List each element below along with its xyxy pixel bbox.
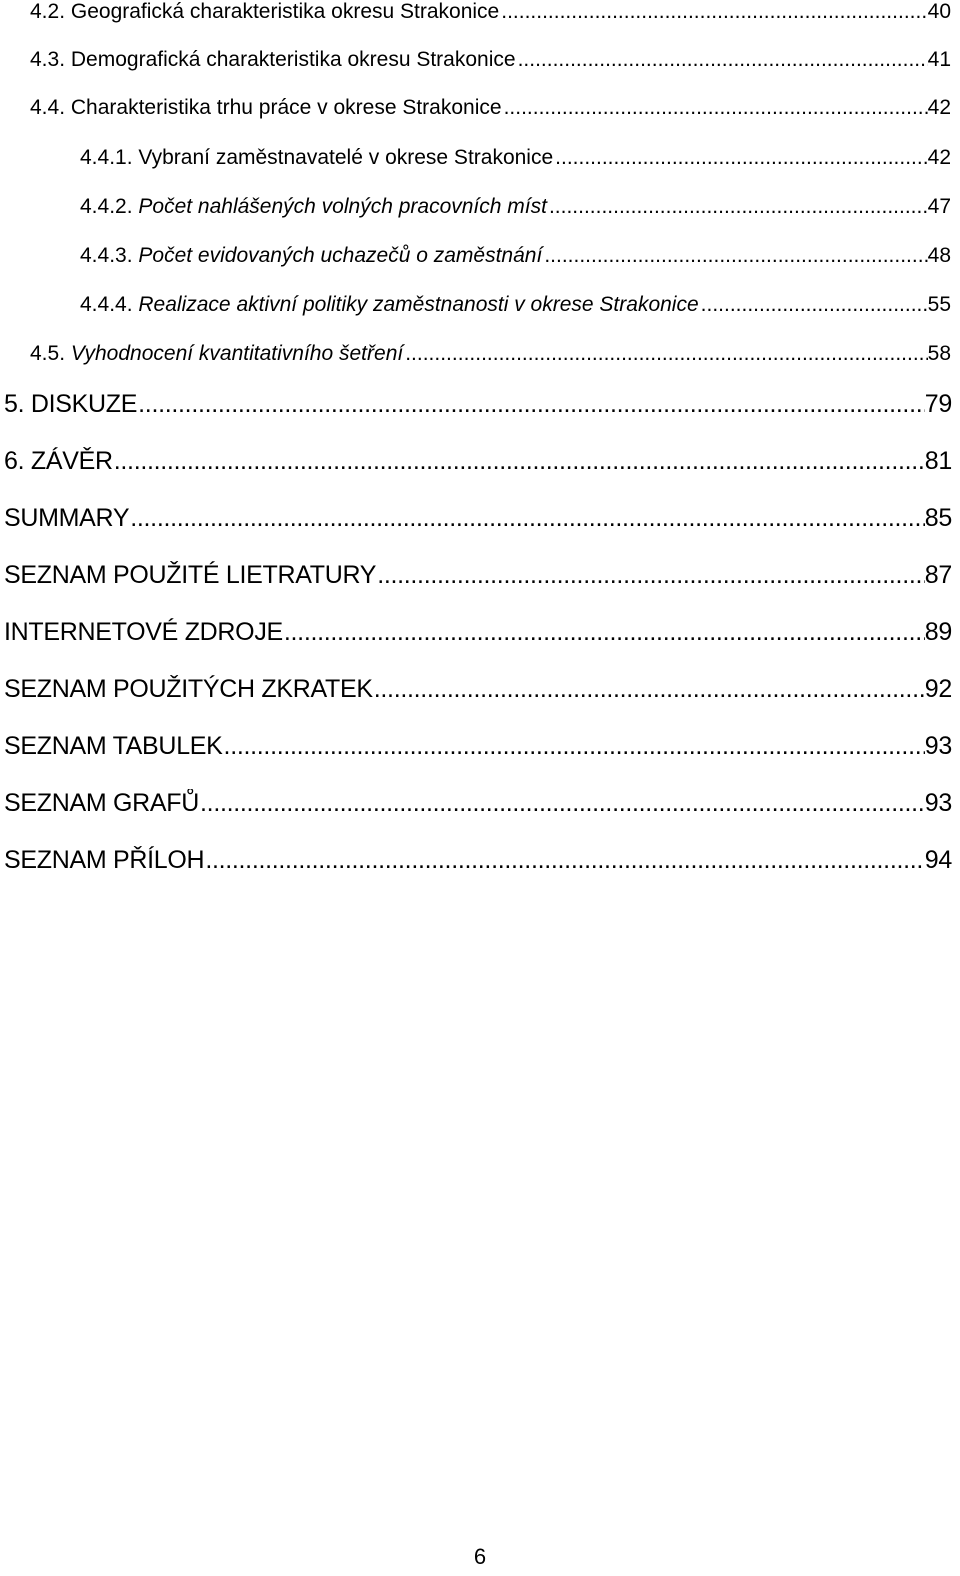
toc-entry[interactable] [4, 675, 952, 704]
toc-entry[interactable] [80, 146, 951, 170]
toc-entry-page: 85 [924, 504, 952, 532]
toc-entry-page: 87 [924, 561, 952, 589]
toc-entry[interactable] [4, 390, 952, 419]
toc-entry-title: SEZNAM PŘÍLOH [4, 846, 205, 874]
toc-entry-page: 42 [927, 146, 951, 169]
toc-entry-number: 4.4.4. [80, 293, 133, 316]
toc-entry-page: 58 [927, 342, 951, 365]
toc-entry[interactable] [80, 195, 951, 219]
toc-entry-title: INTERNETOVÉ ZDROJE [4, 618, 283, 646]
toc-entry-title: DISKUZE [30, 390, 138, 418]
toc-entry-page: 92 [924, 675, 952, 703]
toc-entry[interactable] [4, 561, 952, 590]
dot-leader [223, 732, 925, 761]
toc-entry-number: 5. [4, 390, 25, 418]
dot-leader [376, 561, 925, 590]
dot-leader [137, 390, 925, 419]
toc-entry-title: SEZNAM GRAFŮ [4, 789, 200, 817]
dot-leader [199, 789, 925, 818]
toc-entry[interactable] [80, 244, 951, 268]
toc-entry[interactable] [4, 447, 952, 476]
dot-leader [542, 244, 927, 268]
toc-entry-page: 42 [927, 96, 951, 119]
toc-entry-title: Počet nahlášených volných pracovních míst [138, 195, 547, 218]
toc-entry-number: 4.4.2. [80, 195, 133, 218]
toc-entry-title: SEZNAM POUŽITÝCH ZKRATEK [4, 675, 373, 703]
toc-entry-number: 4.5. [30, 342, 66, 365]
toc-entry[interactable] [4, 846, 952, 875]
toc-entry-title: SEZNAM TABULEK [4, 732, 223, 760]
toc-entry-page: 55 [927, 293, 951, 316]
dot-leader [502, 96, 928, 120]
toc-entry-page: 48 [927, 244, 951, 267]
toc-entry-number: 4.4. [30, 96, 66, 119]
toc-entry-title: ZÁVĚR [30, 447, 113, 475]
toc-entry[interactable] [4, 618, 952, 647]
toc-entry-title: SUMMARY [4, 504, 130, 532]
toc-entry-title: Demografická charakteristika okresu Strakonice [70, 48, 516, 71]
toc-entry-number: 6. [4, 447, 25, 475]
toc-entry-page: 81 [924, 447, 952, 475]
toc-entry-page: 94 [924, 846, 952, 874]
toc-entry[interactable] [30, 96, 951, 120]
toc-entry-page: 89 [924, 618, 952, 646]
dot-leader [113, 447, 925, 476]
dot-leader [553, 146, 927, 170]
dot-leader [283, 618, 925, 647]
toc-entry[interactable] [4, 732, 952, 761]
toc-entry-title: Počet evidovaných uchazečů o zaměstnání [138, 244, 543, 267]
toc-entry-page: 79 [924, 390, 952, 418]
toc-entry-number: 4.4.3. [80, 244, 133, 267]
toc-entry-page: 93 [924, 789, 952, 817]
dot-leader [204, 846, 924, 875]
toc-entry-title: Vybraní zaměstnavatelé v okrese Strakonice [138, 146, 554, 169]
dot-leader [499, 0, 927, 24]
toc-entry-number: 4.2. [30, 0, 66, 23]
toc-entry-title: Vyhodnocení kvantitativního šetření [70, 342, 404, 365]
toc-entry-title: Charakteristika trhu práce v okrese Strakonice [70, 96, 502, 119]
toc-entry-number: 4.4.1. [80, 146, 133, 169]
dot-leader [373, 675, 925, 704]
toc-entry[interactable] [4, 504, 952, 533]
toc-entry[interactable] [30, 342, 951, 366]
toc-entry[interactable] [30, 0, 951, 24]
toc-entry[interactable] [30, 48, 951, 72]
toc-entry-title: Realizace aktivní politiky zaměstnanosti v okrese Strakonice [138, 293, 699, 316]
toc-entry-number: 4.3. [30, 48, 66, 71]
toc-entry[interactable] [80, 293, 951, 317]
toc-entry-page: 41 [927, 48, 951, 71]
page-number: 6 [473, 1544, 487, 1569]
toc-entry-page: 93 [924, 732, 952, 760]
dot-leader [516, 48, 928, 72]
toc-entry[interactable] [4, 789, 952, 818]
dot-leader [129, 504, 925, 533]
dot-leader [547, 195, 928, 219]
dot-leader [699, 293, 928, 317]
dot-leader [403, 342, 927, 366]
toc-entry-page: 47 [927, 195, 951, 218]
toc-entry-title: Geografická charakteristika okresu Strakonice [70, 0, 500, 23]
toc-entry-title: SEZNAM POUŽITÉ LIETRATURY [4, 561, 377, 589]
toc-entry-page: 40 [927, 0, 951, 23]
